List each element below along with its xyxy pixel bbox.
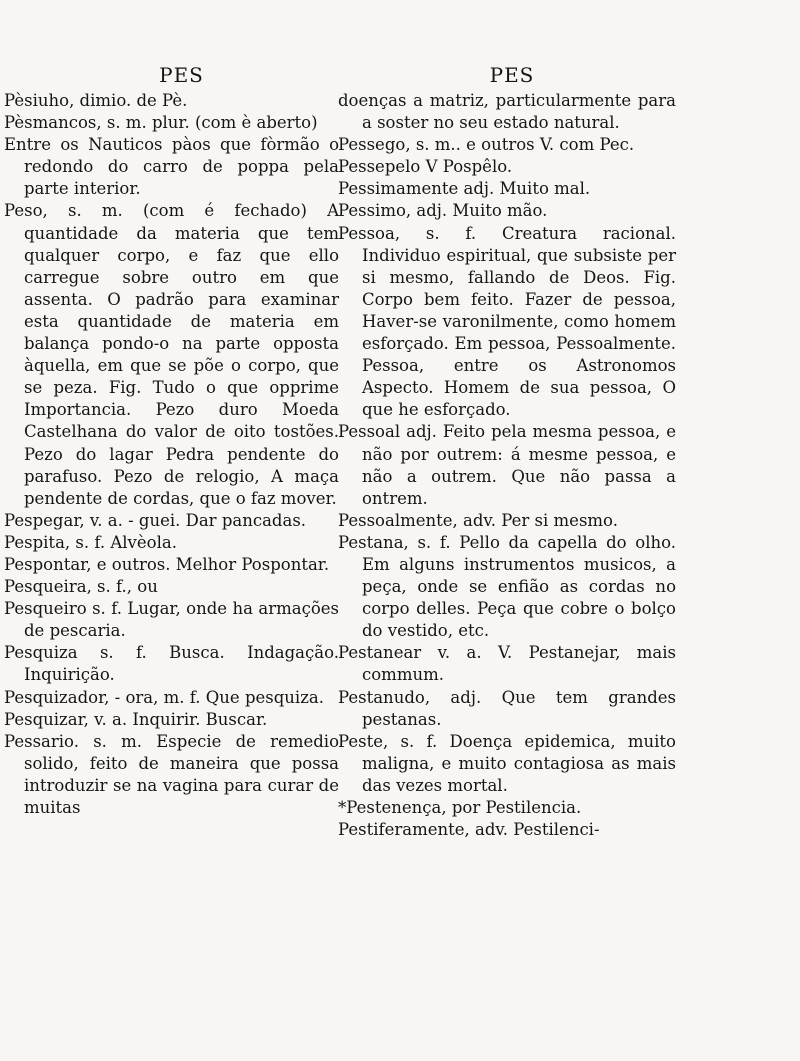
entry-headword: Pespita: [4, 532, 65, 552]
entry-definition: s. f. Lugar, onde ha armações de pescaria.: [24, 599, 339, 641]
left-entries: [4, 90, 339, 819]
entry-headword: Pestiferamente: [338, 820, 465, 840]
entry-headword: Pestanudo: [338, 687, 425, 707]
dictionary-entry: [4, 642, 339, 686]
dictionary-entry: [4, 90, 339, 112]
dictionary-entry: [4, 112, 339, 134]
entry-headword: Pesquizador: [4, 687, 105, 707]
dictionary-entry: [4, 598, 339, 642]
dictionary-entry: [4, 687, 339, 709]
entry-headword: Peso: [4, 201, 43, 221]
entry-headword: Pestanear: [338, 643, 422, 663]
entry-definition: , dimio. de Pè.: [69, 91, 188, 110]
entry-definition: , s. f. Doença epidemica, muito maligna, e muito contagiosa as mais das vezes mortal.: [362, 731, 676, 795]
entry-definition: . s. m. Especie de remedio solido, feito de maneira que possa introduzir se na vagina para curar de muitas: [24, 731, 339, 817]
entry-headword: Peste: [338, 731, 383, 751]
dictionary-entry: [338, 532, 676, 642]
dictionary-entry: [338, 178, 676, 200]
dictionary-entry: [4, 200, 339, 509]
entry-definition: , s. m. (com é fechado) A quantidade da materia que tem qualquer corpo, e faz que ello carregue sobre outro em que assenta. O padrão para examinar esta quantidade de materia em balança pondo-o na parte opposta àquella, em que se põe o corpo, que se peza. Fig. Tudo o que opprime Importancia. Pezo duro Moeda Castelhana do valor de oito tostões. Pezo do lagar Pedra pendente do parafuso. Pezo de relogio, A maça pendente de cordas, que o faz mover.: [24, 201, 339, 508]
dictionary-entry: [338, 223, 676, 422]
dictionary-entry: [4, 554, 339, 576]
entry-definition: , - ora, m. f. Que pesquiza.: [104, 687, 324, 707]
right-column-header: PES: [489, 63, 535, 87]
right-entries: [338, 90, 676, 841]
dictionary-entry: [338, 200, 676, 222]
dictionary-entry: [338, 510, 676, 532]
entry-definition: , adv. Pestilenci-: [464, 820, 600, 840]
entry-definition: s. f. Busca. Indagação. Inquirição.: [24, 643, 339, 685]
dictionary-entry: [338, 797, 676, 819]
entry-headword: Pessimamente: [338, 179, 459, 199]
entry-headword: *Pestenença: [338, 798, 442, 817]
entry-definition: , s. f. Creatura racional. Individuo espiritual, que subsiste per si mesmo, fallando de Deos. Fig. Corpo bem feito. Fazer de pessoa, Haver-se varonilmente, como homem esforçado. Em pessoa, Pessoalmente. Pessoa, entre os Astronomos Aspecto. Homem de sua pessoa, O que he esforçado.: [362, 223, 676, 420]
dictionary-entry: [338, 90, 676, 134]
entry-definition: V Pospêlo.: [420, 157, 513, 177]
entry-headword: Pespegar: [4, 510, 80, 530]
entry-headword: Pessego: [338, 135, 406, 155]
entry-headword: Pestana: [338, 532, 404, 552]
dictionary-entry: [4, 510, 339, 532]
entry-definition: , adv. Per si mesmo.: [452, 510, 618, 530]
entry-headword: Pesqueiro: [4, 599, 87, 619]
dictionary-entry: [338, 421, 676, 509]
dictionary-entry: [4, 134, 339, 200]
entry-headword: Pessimo: [338, 201, 406, 221]
entry-headword: Pesquiza: [4, 643, 78, 663]
entry-definition: , adj. Muito mão.: [405, 201, 548, 221]
entry-definition: , v. a. - guei. Dar pancadas.: [79, 510, 307, 530]
dictionary-entry: [4, 532, 339, 554]
entry-definition: , s. m.. e outros V. com Pec.: [405, 135, 635, 155]
entry-definition: adj. Muito mal.: [458, 179, 591, 199]
entry-headword: Pesquizar: [4, 709, 84, 729]
entry-definition: , e outros. Melhor Pospontar.: [86, 554, 330, 574]
entry-definition: , s. f. Pello da capella do olho. Em alguns instrumentos musicos, a peça, onde se enfião as cordas no corpo delles. Peça que cobre o bolço do vestido, etc.: [362, 532, 676, 641]
dictionary-entry: [4, 709, 339, 731]
entry-definition: , s. f. Alvèola.: [64, 532, 177, 552]
entry-definition: doenças a matriz, particularmente para a soster no seu estado natural.: [338, 91, 676, 133]
dictionary-entry: [338, 731, 676, 797]
entry-headword: Pèsiuho: [4, 91, 70, 110]
dictionary-entry: [4, 576, 339, 598]
dictionary-entry: [338, 134, 676, 156]
entry-definition: , s. m. plur. (com è aberto): [96, 113, 318, 133]
dictionary-entry: [338, 819, 676, 841]
entry-definition: v. a. V. Pestanejar, mais commum.: [362, 643, 676, 685]
entry-definition: , s. f., ou: [86, 577, 158, 597]
entry-headword: Pespontar: [4, 554, 87, 574]
entry-headword: Pessario: [4, 731, 74, 751]
dictionary-entry: [338, 687, 676, 731]
entry-definition: , por Pestilencia.: [441, 798, 582, 817]
right-column: [338, 62, 676, 841]
entry-definition: Entre os Nauticos pàos que fòrmão o redondo do carro de poppa pela parte interior.: [4, 135, 339, 199]
dictionary-entry: [338, 156, 676, 178]
left-column-header: PES: [159, 63, 204, 87]
entry-headword: Pèsmancos: [4, 113, 97, 133]
entry-headword: Pessepelo: [338, 157, 421, 177]
entry-headword: Pessoa: [338, 223, 395, 243]
dictionary-entry: [338, 642, 676, 686]
entry-definition: , adj. Que tem grandes pestanas.: [362, 687, 676, 729]
entry-headword: Pessoalmente: [338, 510, 453, 530]
entry-headword: Pessoal: [338, 422, 401, 442]
dictionary-entry: [4, 731, 339, 819]
entry-definition: , v. a. Inquirir. Buscar.: [83, 709, 268, 729]
left-column: [4, 62, 339, 819]
entry-definition: adj. Feito pela mesma pessoa, e não por outrem: á mesme pessoa, e não a outrem. Que não passa a ontrem.: [362, 422, 676, 508]
entry-headword: Pesqueira: [4, 577, 87, 597]
